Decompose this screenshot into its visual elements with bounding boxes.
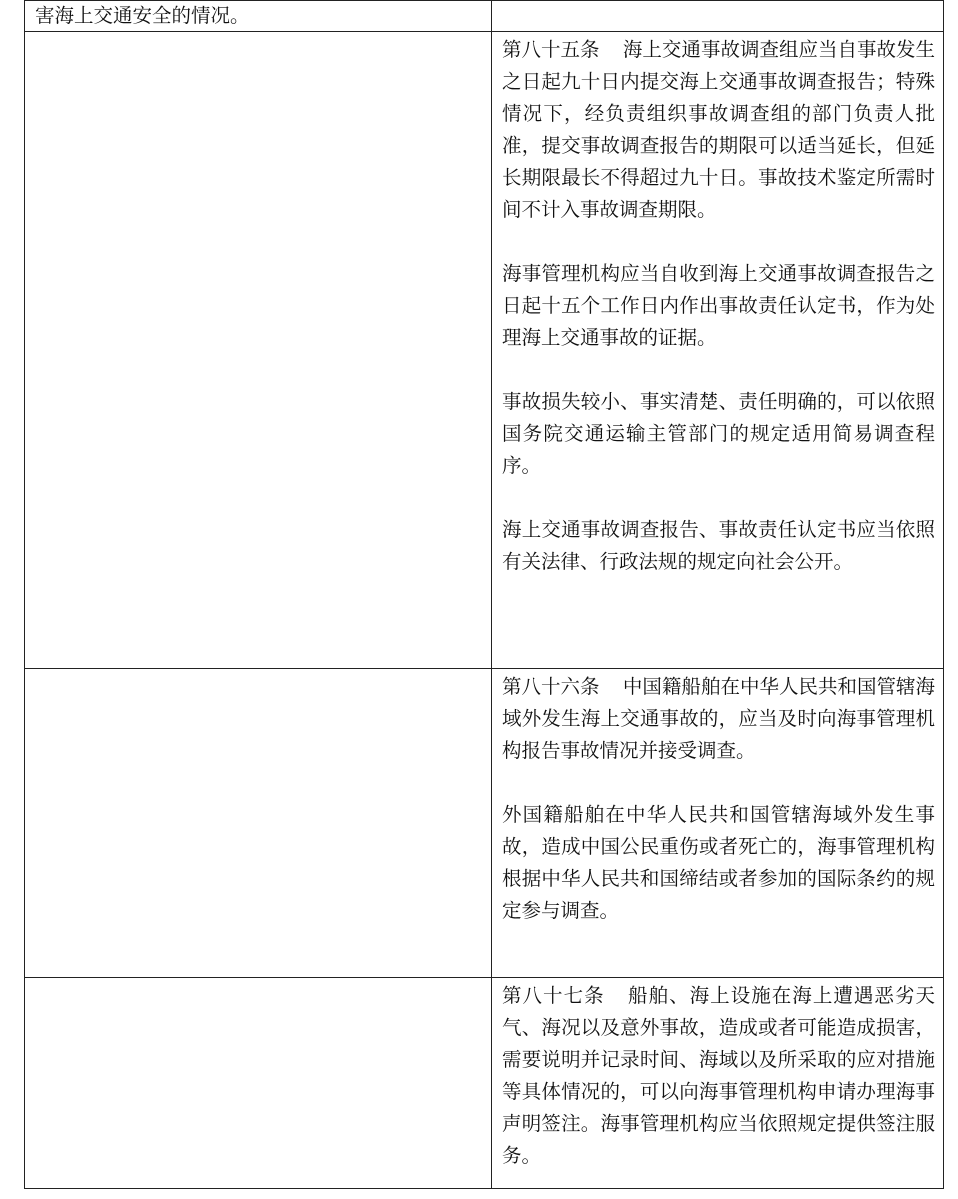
- article-85-para-1: [502, 34, 935, 226]
- left-cell: [25, 669, 492, 978]
- article-label: 第八十五条: [502, 38, 600, 61]
- article-text: 外国籍船舶在中华人民共和国管辖海域外发生事故，造成中国公民重伤或者死亡的，海事管理机构根据中华人民共和国缔结或者参加的国际条约的规定参与调查。: [502, 803, 935, 922]
- right-cell: [492, 32, 944, 669]
- right-cell: [492, 978, 944, 1189]
- table-row: [25, 32, 944, 669]
- article-85-para-3: [502, 386, 935, 482]
- article-text: 海事管理机构应当自收到海上交通事故调查报告之日起十五个工作日内作出事故责任认定书，作为处理海上交通事故的证据。: [502, 262, 935, 349]
- table-row: [25, 978, 944, 1189]
- article-86-para-2: [502, 799, 935, 927]
- article-label: 第八十七条: [502, 984, 605, 1007]
- article-85-para-4: [502, 514, 935, 578]
- article-text: 船舶、海上设施在海上遭遇恶劣天气、海况以及意外事故，造成或者可能造成损害，需要说明并记录时间、海域以及所采取的应对措施等具体情况的，可以向海事管理机构申请办理海事声明签注。海事管理机构应当依照规定提供签注服务。: [502, 984, 935, 1167]
- article-85-para-2: [502, 258, 935, 354]
- left-cell-text: 害海上交通安全的情况。: [35, 4, 250, 27]
- article-text: 海上交通事故调查组应当自事故发生之日起九十日内提交海上交通事故调查报告；特殊情况下，经负责组织事故调查组的部门负责人批准，提交事故调查报告的期限可以适当延长，但延长期限最长不得超过九十日。事故技术鉴定所需时间不计入事故调查期限。: [502, 38, 935, 221]
- left-cell: [25, 32, 492, 669]
- table-row: [25, 1, 944, 32]
- left-cell: [25, 978, 492, 1189]
- comparison-table: [24, 0, 944, 1189]
- article-87-para-1: [502, 980, 935, 1172]
- right-cell: [492, 669, 944, 978]
- left-cell: [25, 1, 492, 32]
- article-text: 中国籍船舶在中华人民共和国管辖海域外发生海上交通事故的，应当及时向海事管理机构报告事故情况并接受调查。: [502, 675, 935, 762]
- article-text: 事故损失较小、事实清楚、责任明确的，可以依照国务院交通运输主管部门的规定适用简易调查程序。: [502, 390, 935, 477]
- right-cell: [492, 1, 944, 32]
- article-text: 海上交通事故调查报告、事故责任认定书应当依照有关法律、行政法规的规定向社会公开。: [502, 518, 935, 573]
- article-label: 第八十六条: [502, 675, 600, 698]
- article-86-para-1: [502, 671, 935, 767]
- table-row: [25, 669, 944, 978]
